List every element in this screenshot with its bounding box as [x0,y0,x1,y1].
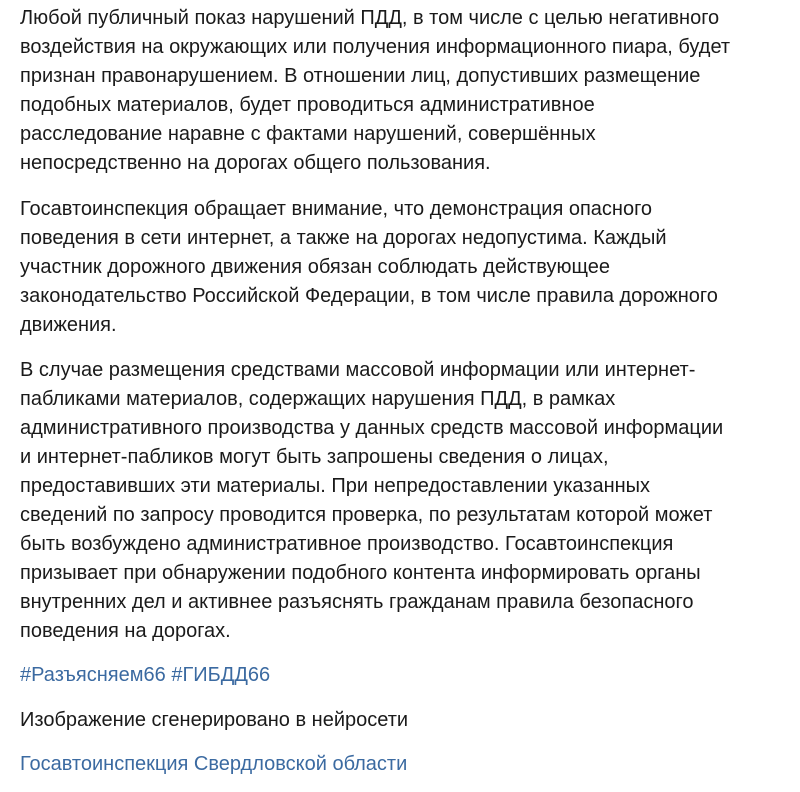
post-body [20,0,790,779]
hashtag-link-1[interactable]: #Разъясняем66 [20,664,166,686]
post-paragraph-1: Любой публичный показ нарушений ПДД, в том числе с целью негативного воздействия на окружающих или получения информационного пиара, будет признан правонарушением. В отношении лиц, допустивших размещение подобных материалов, будет проводиться административное расследование наравне с фактами нарушений, совершённых непосредственно на дорогах общего пользования. [20,7,731,174]
source-link[interactable]: Госавтоинспекция Свердловской области [20,753,408,775]
post-paragraph-2: Госавтоинспекция обращает внимание, что демонстрация опасного поведения в сети интернет, а также на дорогах недопустима. Каждый участник дорожного движения обязан соблюдать действующее законодательство Российской Федерации, в том числе правила дорожного движения. [20,198,718,336]
ai-image-note: Изображение сгенерировано в нейросети [20,709,409,731]
post-paragraph-3: В случае размещения средствами массовой информации или интернет- пабликами материалов, содержащих нарушения ПДД, в рамках административного производства у данных средств массовой информации и интернет-пабликов могут быть запрошены сведения о лицах, предоставивших эти материалы. При непредоставлении указанных сведений по запросу проводится проверка, по результатам которой может быть возбуждено административное производство. Госавтоинспекция призывает при обнаружении подобного контента информировать органы внутренних дел и активнее разъяснять гражданам правила безопасного поведения на дорогах. [20,359,724,642]
hashtag-link-2[interactable]: #ГИБДД66 [171,664,271,686]
hashtag-list [20,661,790,690]
